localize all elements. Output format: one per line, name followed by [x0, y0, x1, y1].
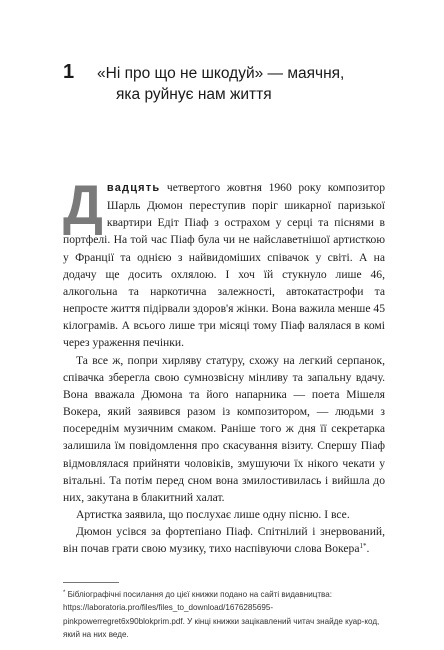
footnote-text: Бібліографічні посилання до цієї книжки подано на сайті видавництва: https://laboratoria.pro/files/files_to_download/1676285695-pinkpowerregret6x90blokprim.pdf. У кінці книжки зацікавлений читач знайде куар-код, який на них веде. [63, 590, 380, 640]
paragraph-4-text: Дюмон усівся за фортепіано Піаф. Спітнілий і знервований, він почав грати свою музику, тихо наспівуючи слова Вокера [63, 525, 385, 556]
chapter-title [97, 63, 397, 105]
paragraph-3: Артистка заявила, що послухає лише одну пісню. І все. [76, 507, 350, 521]
paragraph-4 [63, 523, 385, 557]
chapter-number: 1 [63, 61, 75, 83]
chapter-title-line-1: «Ні про що не шкодуй» — маячня, [97, 65, 345, 82]
footnote-reference[interactable]: 1* [359, 542, 367, 551]
chapter-body [63, 173, 385, 557]
paragraph-1-text: четвертого жовтня 1960 року композитор Шарль Дюмон переступив поріг шикарної паризької квартири Едіт Піаф з острахом у серці та піснями в портфелі. На той час Піаф була чи не найславетнішої артисткою у Франції та однією з найвидоміших співачок у світі. А на додачу ще досить охлялою. І хоч їй стукнуло лише 46, алкогольна та наркотична залежності, автокатастрофи та непросте життя підірвали здоров'я жінки. Вона важила менше 45 кілограмів. А всього лише три місяці тому Піаф валялася в комі через ураження печінки. [63, 181, 385, 350]
drop-cap: Д [63, 173, 103, 236]
footnote-divider [63, 582, 119, 583]
chapter-title-line-2: яка руйнує нам життя [116, 86, 272, 103]
footnote [63, 588, 385, 642]
paragraph-1 [63, 173, 385, 352]
paragraph-2: Та все ж, попри хирляву статуру, схожу на легкий серпанок, співачка зберегла свою сумнозвісну мінливу та запальну вдачу. Вона вважала Дюмона та його напарника — поета Мішеля Вокера, який заявився разом із композитором, — людьми з посереднім музичним смаком. Раніше того ж дня її секретарка залишила їм повідомлення про скасування візиту. Спершу Піаф відмовлялася прийняти чоловіків, змушуючи їх нікого чекати у вітальні. Та потім перед сном вона змилостивилась і вийшла до них, закутана в блакитний халат. [63, 353, 385, 504]
paragraph-4-end: . [366, 542, 370, 556]
lead-word: вадцять [106, 182, 161, 194]
footnote-marker: * [63, 590, 66, 596]
